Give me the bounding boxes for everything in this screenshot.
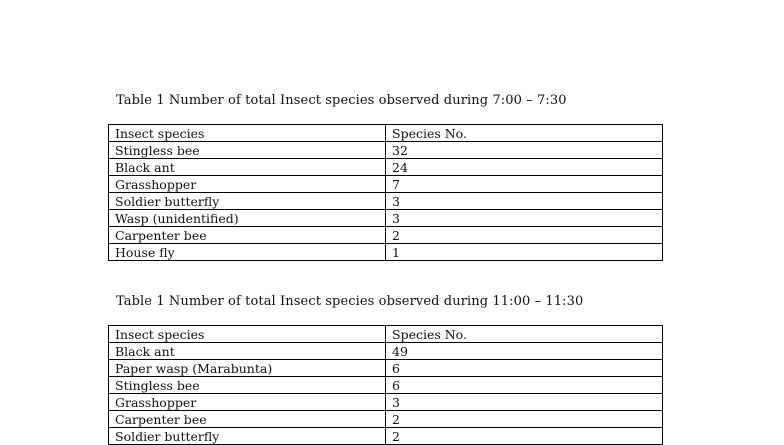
table-row — [109, 394, 663, 411]
species-cell: Grasshopper — [109, 394, 386, 411]
species-cell: Stingless bee — [109, 377, 386, 394]
species-cell: Black ant — [109, 159, 386, 176]
table-row — [109, 377, 663, 394]
table-row — [109, 176, 663, 193]
column-header-count: Species No. — [386, 125, 663, 142]
species-cell: Carpenter bee — [109, 411, 386, 428]
table-header-row — [109, 125, 663, 142]
species-cell: Black ant — [109, 343, 386, 360]
count-cell: 1 — [386, 244, 663, 261]
count-cell: 7 — [386, 176, 663, 193]
table-header-row — [109, 326, 663, 343]
column-header-species: Insect species — [109, 326, 386, 343]
table-row — [109, 227, 663, 244]
count-cell: 2 — [386, 227, 663, 244]
table-row — [109, 411, 663, 428]
species-cell: Grasshopper — [109, 176, 386, 193]
table-row — [109, 210, 663, 227]
insect-table-morning — [108, 124, 663, 261]
count-cell: 2 — [386, 428, 663, 445]
species-cell: Wasp (unidentified) — [109, 210, 386, 227]
count-cell: 6 — [386, 360, 663, 377]
species-cell: Soldier butterfly — [109, 428, 386, 445]
table-row — [109, 343, 663, 360]
species-cell: Carpenter bee — [109, 227, 386, 244]
insect-table-midday — [108, 325, 663, 445]
count-cell: 3 — [386, 394, 663, 411]
table-row — [109, 360, 663, 377]
column-header-count: Species No. — [386, 326, 663, 343]
table-row — [109, 428, 663, 445]
table-row — [109, 159, 663, 176]
table-row — [109, 193, 663, 210]
count-cell: 24 — [386, 159, 663, 176]
count-cell: 2 — [386, 411, 663, 428]
species-cell: Paper wasp (Marabunta) — [109, 360, 386, 377]
species-cell: Soldier butterfly — [109, 193, 386, 210]
count-cell: 6 — [386, 377, 663, 394]
table-row — [109, 142, 663, 159]
species-cell: House fly — [109, 244, 386, 261]
species-cell: Stingless bee — [109, 142, 386, 159]
count-cell: 3 — [386, 210, 663, 227]
table-caption: Table 1 Number of total Insect species observed during 7:00 – 7:30 — [116, 93, 567, 108]
table-caption: Table 1 Number of total Insect species observed during 11:00 – 11:30 — [116, 294, 584, 309]
column-header-species: Insect species — [109, 125, 386, 142]
count-cell: 32 — [386, 142, 663, 159]
table-row — [109, 244, 663, 261]
count-cell: 49 — [386, 343, 663, 360]
count-cell: 3 — [386, 193, 663, 210]
